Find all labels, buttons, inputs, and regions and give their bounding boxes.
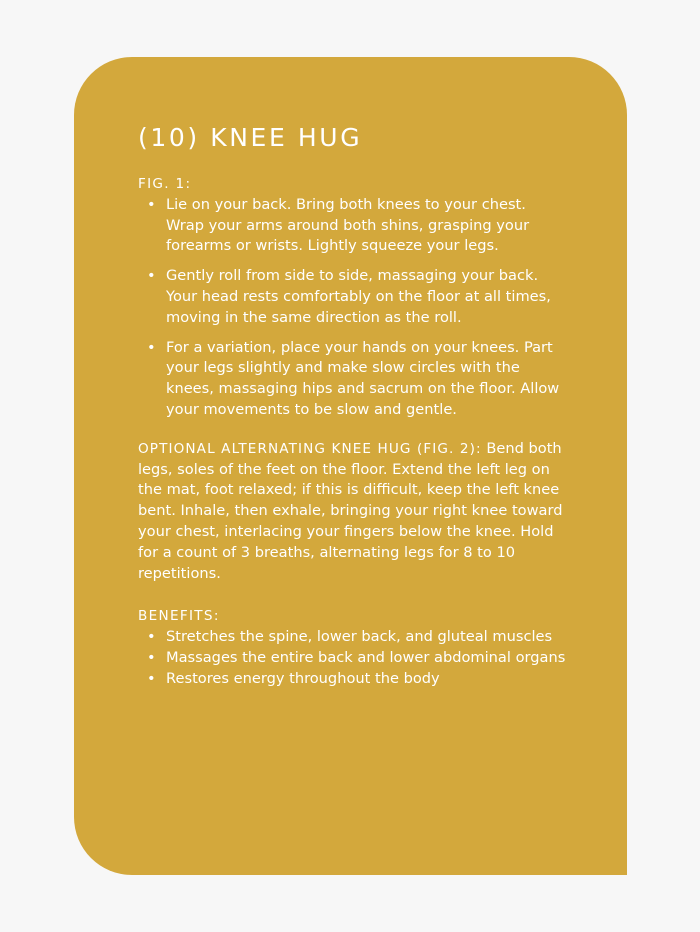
benefits-list <box>138 627 568 689</box>
benefits-section <box>138 606 568 689</box>
benefit-item-text: Massages the entire back and lower abdominal organs <box>166 648 566 666</box>
fig1-step-text: Gently roll from side to side, massaging your back. Your head rests comfortably on the floor at all times, moving in the same direction as the roll. <box>166 267 551 326</box>
fig1-step-text: Lie on your back. Bring both knees to your chest. Wrap your arms around both shins, grasping your forearms or wrists. Lightly squeeze your legs. <box>166 195 530 255</box>
optional-variation-heading: OPTIONAL ALTERNATING KNEE HUG (FIG. 2): <box>138 440 482 457</box>
fig1-label: FIG. 1: <box>138 176 192 192</box>
optional-variation-text: Bend both legs, soles of the feet on the floor. Extend the left leg on the mat, foot relaxed; if this is difficult, keep the left knee bent. Inhale, then exhale, bringing your right knee toward your chest, interlacing your fingers below the knee. Hold for a count of 3 breaths, alternating legs for 8 to 10 repetitions. <box>138 439 563 582</box>
bullet-icon: • <box>147 195 156 213</box>
bullet-icon: • <box>147 648 156 666</box>
bullet-icon: • <box>147 628 156 646</box>
bullet-icon: • <box>147 267 156 285</box>
card-title: (10) KNEE HUG <box>138 123 363 152</box>
benefit-item <box>138 669 568 690</box>
exercise-card <box>74 57 627 875</box>
benefit-item <box>138 627 568 648</box>
fig1-step-text: For a variation, place your hands on your knees. Part your legs slightly and make slow circles with the knees, massaging hips and sacrum on the floor. Allow your movements to be slow and gentle. <box>166 338 560 418</box>
benefits-label: BENEFITS: <box>138 608 220 625</box>
fig1-step <box>138 338 568 421</box>
benefit-item-text: Stretches the spine, lower back, and gluteal muscles <box>166 628 553 646</box>
fig1-step <box>138 195 568 257</box>
bullet-icon: • <box>147 669 156 687</box>
fig1-steps-list <box>138 195 568 421</box>
fig1-step <box>138 266 568 328</box>
card-content <box>138 174 568 690</box>
bullet-icon: • <box>147 338 156 356</box>
benefit-item <box>138 648 568 669</box>
optional-variation-paragraph <box>138 439 568 585</box>
benefit-item-text: Restores energy throughout the body <box>166 669 440 687</box>
